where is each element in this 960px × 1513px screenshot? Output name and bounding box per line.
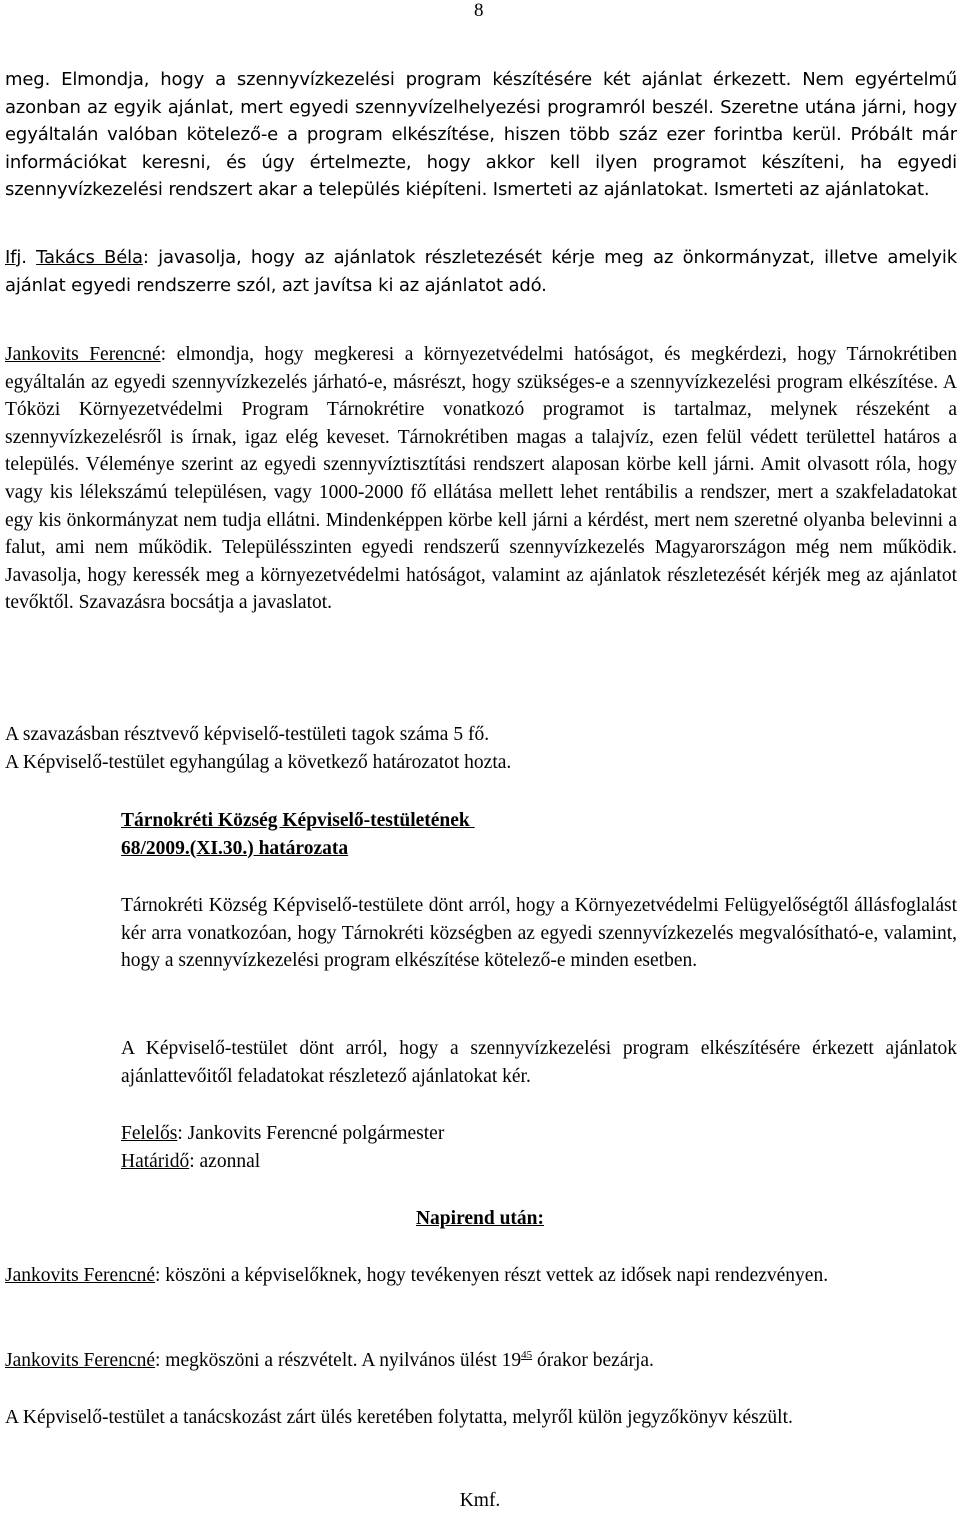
responsible-value: : Jankovits Ferencné polgármester — [177, 1123, 445, 1144]
after-agenda-heading — [0, 1205, 960, 1233]
after-agenda-text-2-end: órakor bezárja. — [532, 1350, 654, 1371]
resolution-text-2: A Képviselő-testület dönt arról, hogy a szennyvízkezelési program elkészítésére érkezett ajánlatok ajánlattevőitől feladatokat részletező ajánlatokat kér. — [121, 1038, 957, 1087]
vote-block — [5, 721, 957, 776]
paragraph-takacs — [5, 244, 957, 299]
speaker-ifj: Ifj — [5, 247, 22, 268]
deadline-value: : azonnal — [189, 1150, 261, 1172]
paragraph-jankovits — [5, 341, 957, 617]
resolution-heading-line1: Tárnokréti Község Képviselő-testületének — [121, 810, 475, 831]
resolution-meta — [121, 1120, 957, 1175]
closing-time-minutes: 45 — [521, 1349, 533, 1361]
after-agenda-speaker-2: Jankovits Ferencné — [5, 1350, 156, 1371]
paragraph-intro — [5, 66, 957, 204]
speaker-jankovits: Jankovits Ferencné — [5, 344, 161, 365]
after-agenda-paragraph-3: A Képviselő-testület a tanácskozást zárt ülés keretében folytatta, melyről külön jegyzőkönyv készült. — [5, 1407, 793, 1428]
after-agenda-paragraph-1 — [5, 1262, 957, 1290]
resolution-heading — [121, 807, 957, 862]
speaker-takacs-bela: Takács Béla — [36, 247, 143, 268]
vote-result-line: A Képviselő-testület egyhangúlag a következő határozatot hozta. — [5, 751, 512, 773]
vote-count-line: A szavazásban résztvevő képviselő-testületi tagok száma 5 fő. — [5, 724, 490, 745]
closing-kmf: Kmf. — [459, 1490, 501, 1511]
after-agenda-speaker-1: Jankovits Ferencné — [5, 1265, 156, 1286]
responsible-label: Felelős — [121, 1123, 178, 1144]
deadline-label: Határidő — [121, 1150, 190, 1172]
after-agenda-text-1: : köszöni a képviselőknek, hogy tevékenyen részt vettek az idősek napi rendezvényen. — [155, 1265, 829, 1286]
responsible-line — [121, 1120, 957, 1148]
speaker-dot: . — [21, 247, 27, 268]
resolution-text-1: Tárnokréti Község Képviselő-testülete dönt arról, hogy a Környezetvédelmi Felügyelőségtől állásfoglalást kér arra vonatkozóan, hogy Tárnokréti községben az egyedi szennyvízkezelés megvalósítható-e, valamint, hogy a szennyvízkezelési program elkészítése kötelező-e minden esetben. — [121, 895, 957, 972]
page-number: 8 — [474, 0, 484, 21]
takacs-text: : javasolja, hogy az ajánlatok részletezését kérje meg az önkormányzat, illetve amelyik ajánlat egyedi rendszerre szól, azt javítsa ki az ajánlatot adó. — [5, 247, 957, 296]
after-agenda-paragraph-2 — [5, 1347, 957, 1375]
intro-text-a: meg. Elmondja, hogy a szennyvízkezelési program készítésére két ajánlat érkezett. Nem egyértelmű azonban az egyik ajánlat, mert egyedi szennyvízelhelyezési programról beszél. Szeretne utána járni, hogy egyáltalán valóban kötelező-e a program elkészítése, hiszen több száz ezer forintba kerül. — [5, 69, 957, 146]
intro-text-b: Próbált már információkat keresni, és úgy értelmezte, hogy akkor kell ilyen programot készíteni, ha egyedi szennyvízkezelési rendszert akar a település kiépíteni. Ismerteti az ajánlatokat. Ismerteti az ajánlatokat. — [5, 124, 957, 201]
after-agenda-text-2: : megköszöni a részvételt. A nyilvános ülést 19 — [155, 1350, 522, 1371]
resolution-heading-line2: 68/2009.(XI.30.) határozata — [121, 837, 349, 859]
after-agenda-heading-text: Napirend után: — [415, 1208, 545, 1229]
jankovits-text-a: : elmondja, hogy megkeresi a környezetvédelmi hatóságot, és megkérdezi, hogy Tárnokrétiben egyáltalán az egyedi szennyvízkezelés járható-e, másrészt, hogy szükséges-e a szennyvízkezelési program elkészítése. — [5, 344, 957, 393]
deadline-line — [121, 1148, 957, 1176]
jankovits-text-b: A Tóközi Környezetvédelmi Program Tárnokrétire vonatkozó programot is tartalmaz, melynek részeként a szennyvízkezelésről is írnak, igaz elég keveset. Tárnokrétiben magas a talajvíz, ezen felül védett területtel határos a település. Véleménye szerint az egyedi szennyvíztisztítási rendszert alaposan körbe kell járni. Amit olvasott róla, hogy vagy kis lélekszámú településen, vagy 1000-2000 fő ellátása mellett lehet rentábilis a rendszer, mert a szakfeladatokat egy kis önkormányzat nem tudja ellátni. Mindenképpen körbe kell járni a kérdést, mert nem szeretné olyanba belevinni a falut, ami nem működik. Településszinten egyedi rendszerű szennyvízkezelés Magyarországon még nem működik. Javasolja, hogy keressék meg a környezetvédelmi hatóságot, valamint az ajánlatok részletezését kérjék meg az ajánlatot tevőktől. Szavazásra bocsátja a javaslatot. — [5, 371, 957, 614]
